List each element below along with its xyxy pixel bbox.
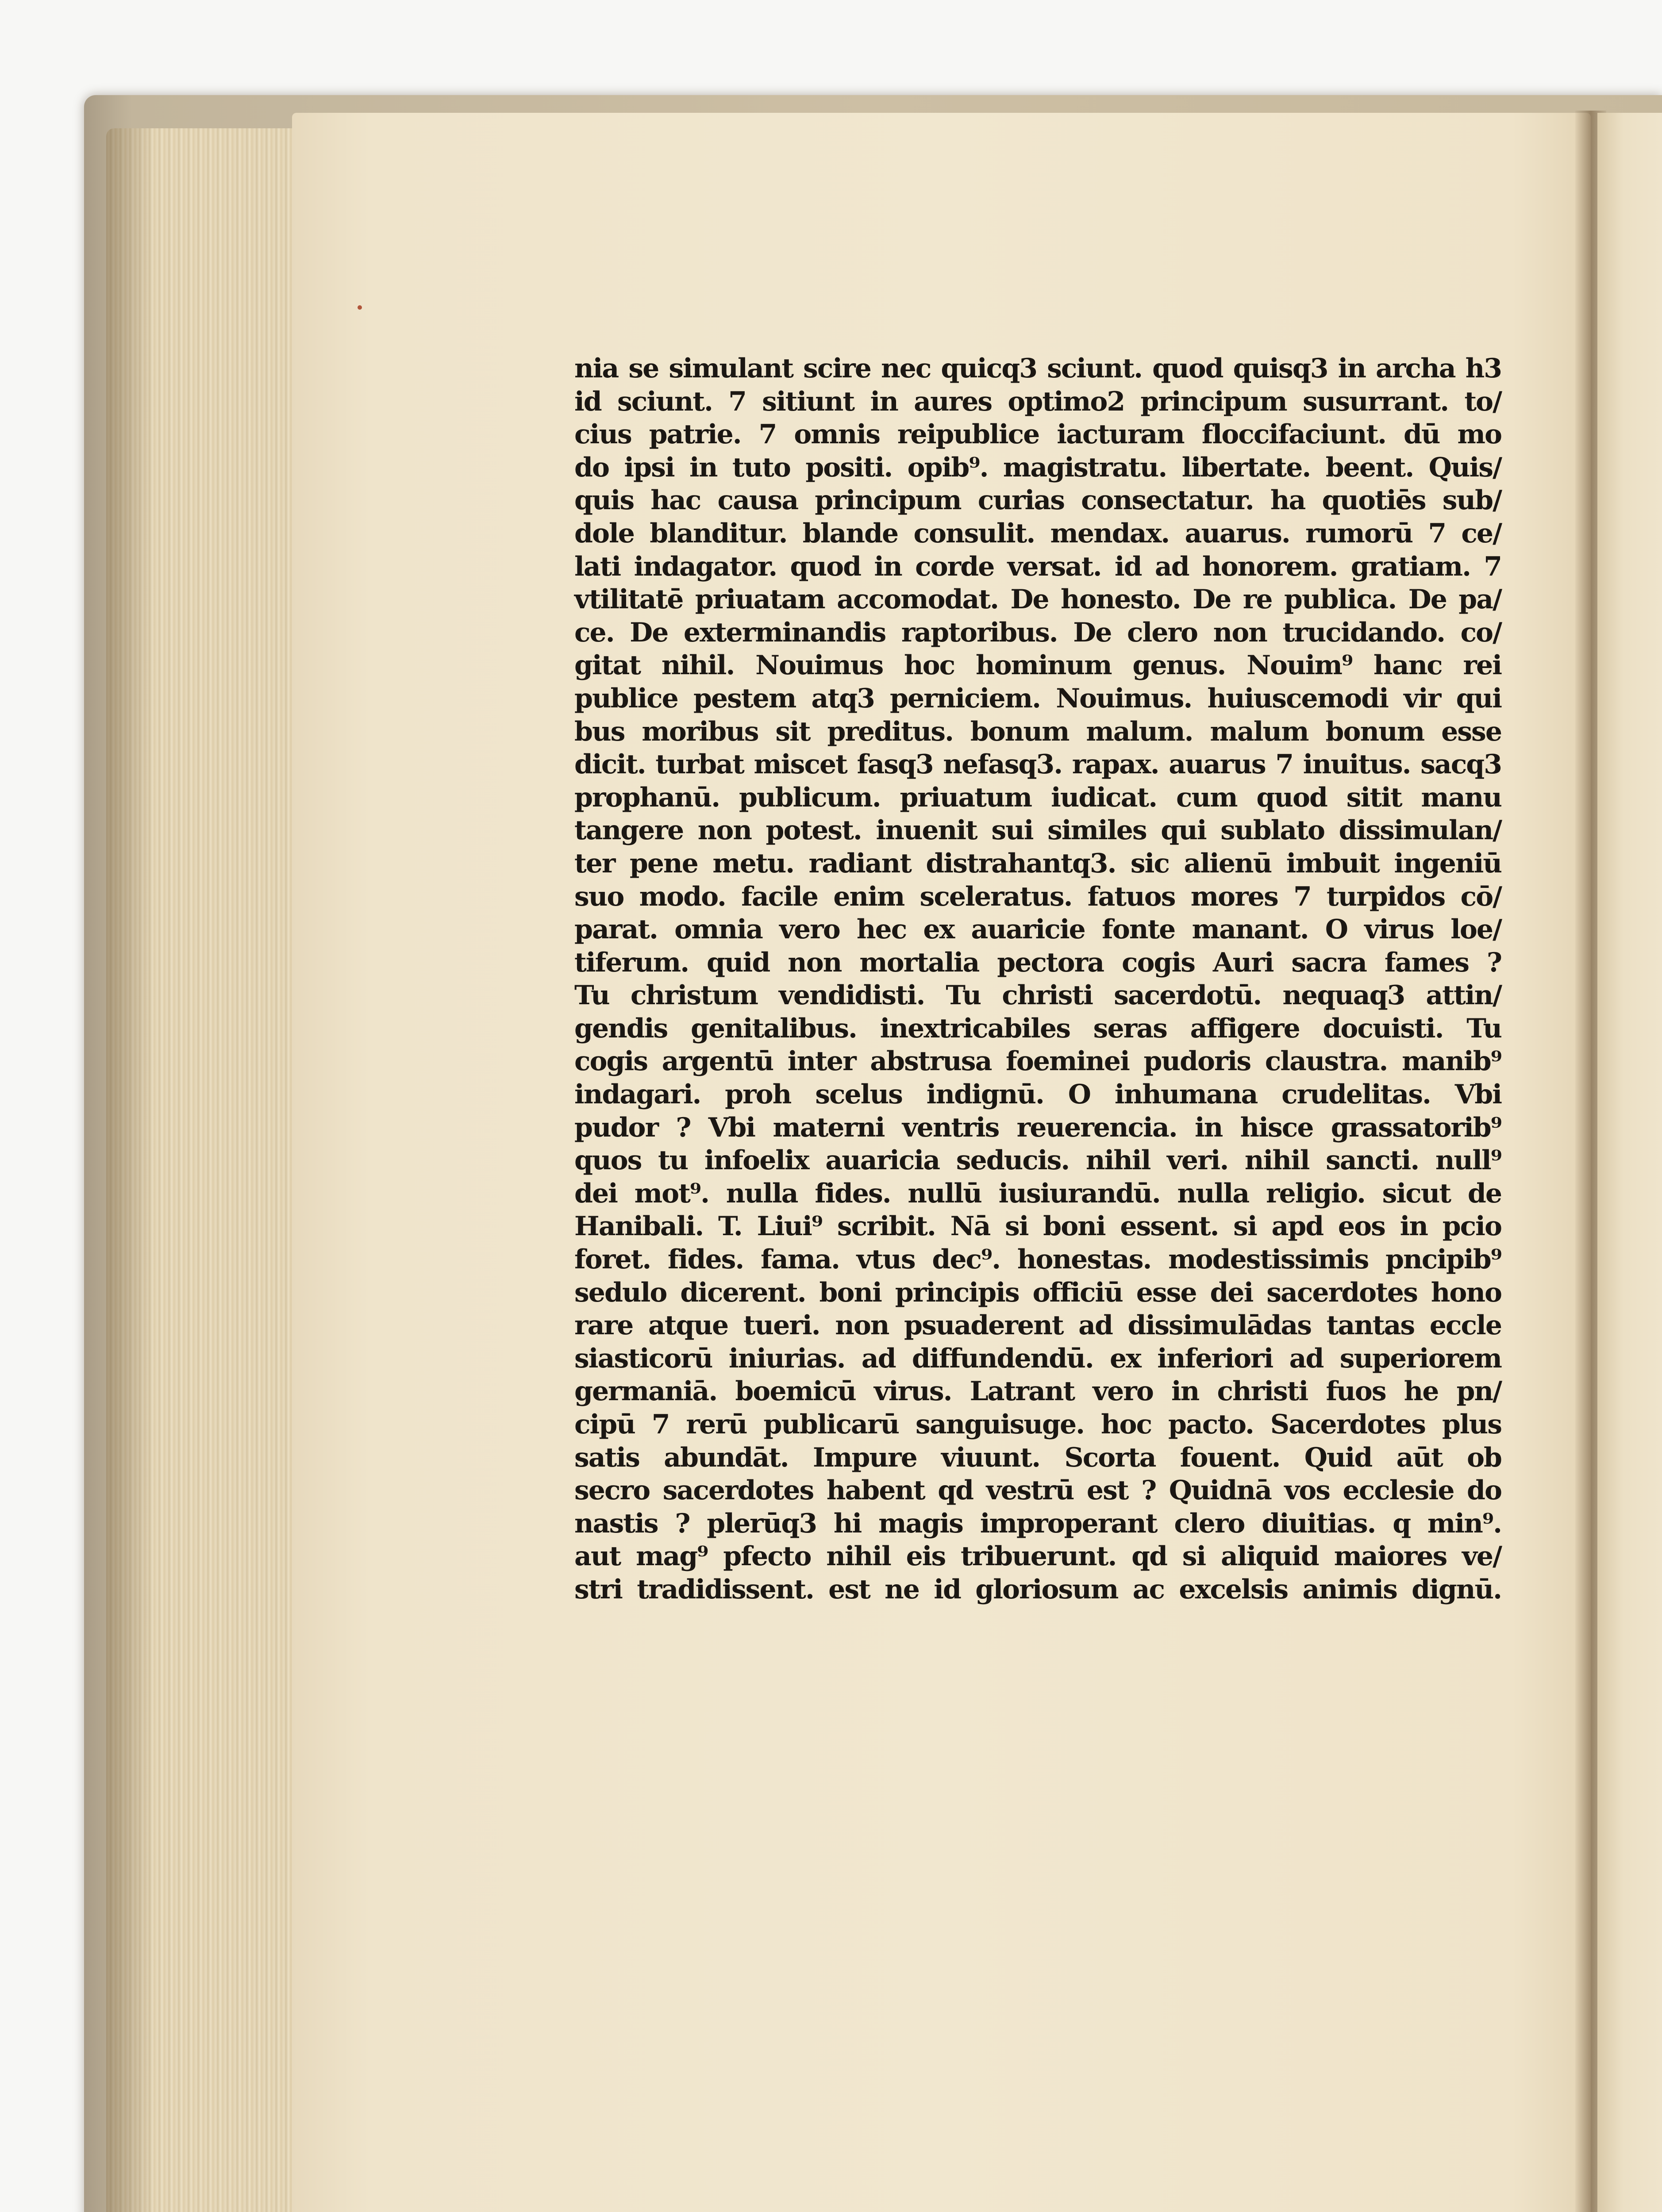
text-line: siasticorū iniurias. ad diffundendū. ex inferiori ad superiorem bbox=[574, 1343, 1501, 1374]
text-line: vtilitatē priuatam accomodat. De honesto. De re publica. De pa/ bbox=[574, 584, 1501, 615]
text-line: lati indagator. quod in corde versat. id ad honorem. gratiam. 7 bbox=[574, 551, 1501, 582]
text-line: stri tradidissent. est ne id gloriosum ac excelsis animis dignū. bbox=[574, 1574, 1501, 1605]
text-line: ce. De exterminandis raptoribus. De clero non trucidando. co/ bbox=[574, 617, 1501, 648]
text-line: parat. omnia vero hec ex auaricie fonte manant. O virus loe/ bbox=[574, 914, 1501, 945]
text-block bbox=[574, 352, 1501, 1606]
text-line: prophanū. publicum. priuatum iudicat. cum quod sitit manu bbox=[574, 782, 1501, 813]
text-line: secro sacerdotes habent qd vestrū est ? Quidnā vos ecclesie do bbox=[574, 1475, 1501, 1506]
text-line: dei mot⁹. nulla fides. nullū iusiurandū. nulla religio. sicut de bbox=[574, 1178, 1501, 1209]
text-line: germaniā. boemicū virus. Latrant vero in christi fuos he pn/ bbox=[574, 1376, 1501, 1407]
text-line: aut mag⁹ pfecto nihil eis tribuerunt. qd si aliquid maiores ve/ bbox=[574, 1541, 1501, 1572]
text-line: id sciunt. 7 sitiunt in aures optimo2 principum susurrant. to/ bbox=[574, 386, 1501, 417]
text-line: suo modo. facile enim sceleratus. fatuos mores 7 turpidos cō/ bbox=[574, 881, 1501, 912]
text-line: do ipsi in tuto positi. opib⁹. magistratu. libertate. beent. Quis/ bbox=[574, 452, 1501, 483]
text-line: Hanibali. T. Liui⁹ scribit. Nā si boni essent. si apd eos in pcio bbox=[574, 1211, 1501, 1242]
text-line: dicit. turbat miscet fasq3 nefasq3. rapax. auarus 7 inuitus. sacq3 bbox=[574, 749, 1501, 780]
text-line: tiferum. quid non mortalia pectora cogis Auri sacra fames ? bbox=[574, 947, 1501, 978]
text-line: bus moribus sit preditus. bonum malum. malum bonum esse bbox=[574, 716, 1501, 747]
text-line: cius patrie. 7 omnis reipublice iacturam floccifaciunt. dū mo bbox=[574, 419, 1501, 450]
text-line: nia se simulant scire nec quicq3 sciunt. quod quisq3 in archa h3 bbox=[574, 353, 1501, 384]
text-line: dole blanditur. blande consulit. mendax. auarus. rumorū 7 ce/ bbox=[574, 518, 1501, 549]
text-line: gitat nihil. Nouimus hoc hominum genus. Nouim⁹ hanc rei bbox=[574, 650, 1501, 681]
text-line: foret. fides. fama. vtus dec⁹. honestas. modestissimis pncipib⁹ bbox=[574, 1244, 1501, 1275]
text-line: Tu christum vendidisti. Tu christi sacerdotū. nequaq3 attin/ bbox=[574, 980, 1501, 1011]
facing-page-edge bbox=[1597, 113, 1662, 2212]
text-line: cipū 7 rerū publicarū sanguisuge. hoc pacto. Sacerdotes plus bbox=[574, 1409, 1501, 1440]
text-line: nastis ? plerūq3 hi magis improperant clero diuitias. q min⁹. bbox=[574, 1508, 1501, 1539]
text-line: indagari. proh scelus indignū. O inhumana crudelitas. Vbi bbox=[574, 1079, 1501, 1110]
page-edges-shadow bbox=[106, 128, 155, 2212]
text-line: publice pestem atq3 perniciem. Nouimus. huiuscemodi vir qui bbox=[574, 683, 1501, 714]
text-line: quis hac causa principum curias consectatur. ha quotiēs sub/ bbox=[574, 485, 1501, 516]
text-line: rare atque tueri. non psuaderent ad dissimulādas tantas eccle bbox=[574, 1310, 1501, 1341]
text-line: gendis genitalibus. inextricabiles seras affigere docuisti. Tu bbox=[574, 1013, 1501, 1044]
text-line: ter pene metu. radiant distrahantq3. sic alienū imbuit ingeniū bbox=[574, 848, 1501, 879]
text-line: pudor ? Vbi materni ventris reuerencia. in hisce grassatorib⁹ bbox=[574, 1112, 1501, 1143]
text-line: tangere non potest. inuenit sui similes qui sublato dissimulan/ bbox=[574, 815, 1501, 846]
text-line: satis abundāt. Impure viuunt. Scorta fouent. Quid aūt ob bbox=[574, 1442, 1501, 1473]
text-line: sedulo dicerent. boni principis officiū esse dei sacerdotes hono bbox=[574, 1277, 1501, 1308]
ink-speck bbox=[358, 305, 362, 310]
text-line: quos tu infoelix auaricia seducis. nihil veri. nihil sancti. null⁹ bbox=[574, 1145, 1501, 1176]
text-line: cogis argentū inter abstrusa foeminei pudoris claustra. manib⁹ bbox=[574, 1046, 1501, 1077]
